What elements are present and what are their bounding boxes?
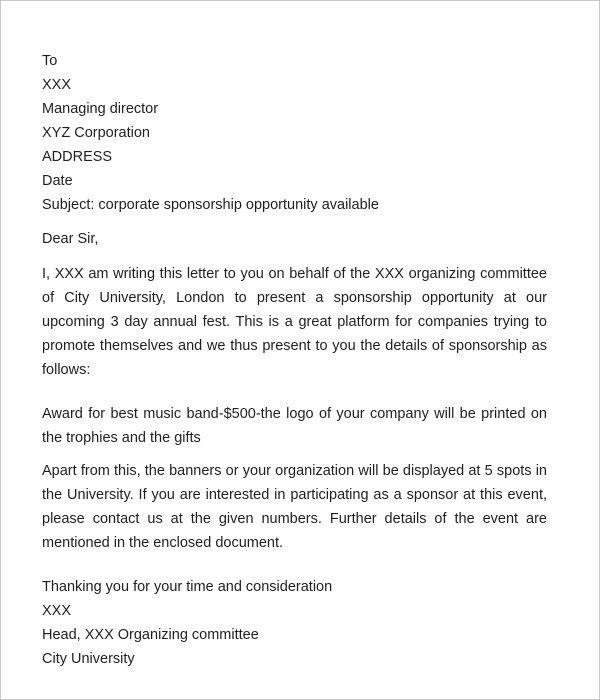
award-paragraph: Award for best music band-$500-the logo of your company will be printed on the trophies and the gifts (42, 406, 547, 446)
salutation: Dear Sir, (42, 231, 99, 247)
recipient-name: XXX (42, 77, 72, 93)
signer-name: XXX (42, 603, 72, 619)
recipient-block (42, 49, 547, 217)
sponsorship-letter (42, 49, 547, 671)
letter-subject: Subject: corporate sponsorship opportunity available (42, 197, 379, 213)
recipient-title: Managing director (42, 101, 159, 117)
signer-title: Head, XXX Organizing committee (42, 627, 259, 643)
closing-thanks: Thanking you for your time and consideration (42, 579, 333, 595)
banners-paragraph: Apart from this, the banners or your organization will be displayed at 5 spots in the University. If you are interested in participating as a sponsor at this event, please contact us at the given numbers. Further details of the event are mentioned in the enclosed document. (42, 463, 547, 551)
signer-organization: City University (42, 651, 135, 667)
recipient-to: To (42, 53, 58, 69)
intro-paragraph: I, XXX am writing this letter to you on behalf of the XXX organizing committee of City University, London to present a sponsorship opportunity at our upcoming 3 day annual fest. This is a great platform for companies trying to promote themselves and we thus present to you the details of sponsorship as follows: (42, 266, 547, 378)
recipient-company: XYZ Corporation (42, 125, 150, 141)
recipient-address: ADDRESS (42, 149, 113, 165)
closing-block (42, 575, 547, 671)
letter-date: Date (42, 173, 73, 189)
